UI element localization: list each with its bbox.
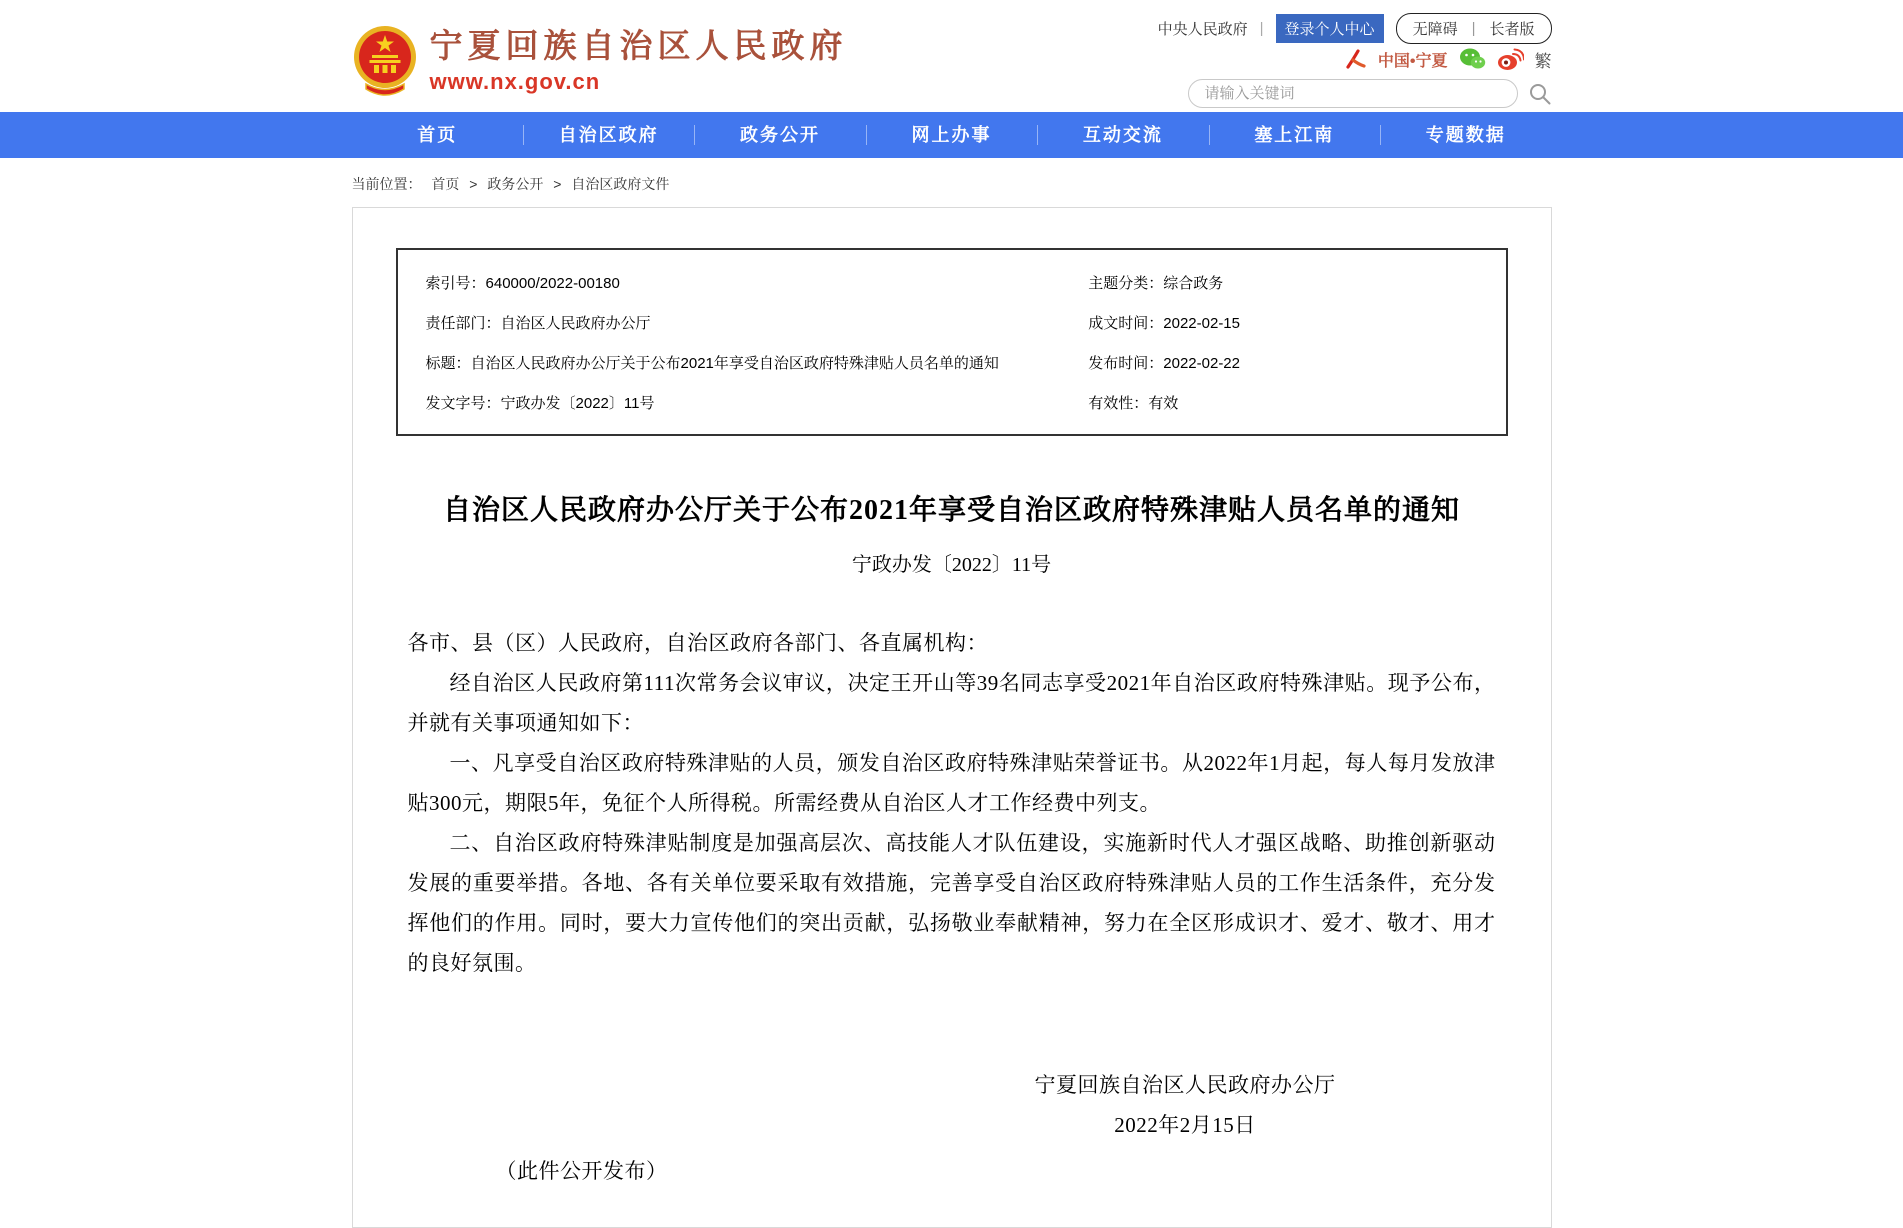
meta-doc-number-value: 宁政办发〔2022〕11号	[500, 394, 655, 412]
accessibility-button[interactable]: 无障碍	[1412, 20, 1458, 38]
nav-item-interaction[interactable]: 互动交流	[1037, 112, 1208, 158]
nav-item-government-affairs[interactable]: 政务公开	[694, 112, 865, 158]
meta-validity-label: 有效性：	[1088, 394, 1149, 412]
meta-index-value: 640000/2022-00180	[485, 274, 620, 292]
nav-item-special-data[interactable]: 专题数据	[1380, 112, 1551, 158]
table-row	[398, 262, 1506, 302]
header-divider: |	[1259, 19, 1264, 37]
main-navbar	[0, 112, 1903, 158]
site-name: 宁夏回族自治区人民政府	[429, 26, 848, 64]
signature-date: 2022年2月15日	[1114, 1113, 1256, 1137]
site-header	[352, 0, 1552, 112]
china-ningxia-logo-icon	[1343, 47, 1367, 71]
table-row	[398, 382, 1506, 422]
site-url[interactable]: www.nx.gov.cn	[429, 69, 601, 95]
body-paragraph: 经自治区人民政府第111次常务会议审议，决定王开山等39名同志享受2021年自治区政府特殊津贴。现予公布，并就有关事项通知如下：	[407, 671, 1496, 735]
body-paragraph: 一、凡享受自治区政府特殊津贴的人员，颁发自治区政府特殊津贴荣誉证书。从2022年1月起，每人每月发放津贴300元，期限5年，免征个人所得税。所需经费从自治区人才工作经费中列支。	[407, 751, 1496, 815]
meta-index-label: 索引号：	[425, 274, 486, 292]
national-emblem-icon	[352, 22, 418, 101]
table-row	[398, 302, 1506, 342]
signer-name: 宁夏回族自治区人民政府办公厅	[1034, 1073, 1336, 1097]
nav-item-home[interactable]: 首页	[417, 125, 458, 145]
meta-topic-label: 主题分类：	[1088, 274, 1164, 292]
login-personal-center-button[interactable]: 登录个人中心	[1276, 14, 1384, 43]
document-panel	[352, 207, 1552, 1228]
breadcrumb-prefix: 当前位置：	[351, 176, 422, 192]
accessibility-pill: 无障碍 | 长者版	[1396, 13, 1552, 44]
nav-item-saishang-jiangnan[interactable]: 塞上江南	[1209, 112, 1380, 158]
document-number: 宁政办发〔2022〕11号	[851, 554, 1052, 576]
wechat-icon[interactable]	[1459, 47, 1486, 71]
public-release-note: （此件公开发布）	[495, 1159, 668, 1183]
document-meta-table	[396, 248, 1508, 436]
meta-doc-number-label: 发文字号：	[425, 394, 501, 412]
china-ningxia-link[interactable]: 中国•宁夏	[1377, 52, 1448, 70]
page-title: 自治区人民政府办公厅关于公布2021年享受自治区政府特殊津贴人员名单的通知	[442, 495, 1460, 526]
breadcrumb-separator: >	[469, 176, 478, 192]
traditional-chinese-toggle[interactable]: 繁	[1534, 51, 1552, 71]
document-body	[408, 623, 1496, 1191]
meta-written-date-value: 2022-02-15	[1163, 314, 1240, 332]
meta-title-label: 标题：	[425, 354, 471, 372]
site-brand[interactable]	[352, 22, 848, 101]
meta-title-value: 自治区人民政府办公厅关于公布2021年享受自治区政府特殊津贴人员名单的通知	[470, 354, 999, 372]
search-icon[interactable]	[1528, 82, 1552, 106]
meta-publish-date-label: 发布时间：	[1088, 354, 1164, 372]
signature-block	[1035, 1065, 1336, 1145]
breadcrumb-separator: >	[553, 176, 562, 192]
weibo-icon[interactable]	[1497, 47, 1524, 71]
meta-department-label: 责任部门：	[425, 314, 501, 332]
elder-version-button[interactable]: 长者版	[1489, 20, 1535, 38]
table-row	[398, 342, 1506, 382]
breadcrumb-current: 自治区政府文件	[571, 176, 670, 192]
breadcrumb-government-affairs[interactable]: 政务公开	[487, 176, 544, 192]
search-input[interactable]	[1188, 79, 1518, 108]
meta-publish-date-value: 2022-02-22	[1163, 354, 1240, 372]
breadcrumb-home[interactable]: 首页	[431, 176, 460, 192]
nav-item-regional-government[interactable]: 自治区政府	[523, 112, 694, 158]
body-paragraph: 二、自治区政府特殊津贴制度是加强高层次、高技能人才队伍建设，实施新时代人才强区战略、助推创新驱动发展的重要举措。各地、各有关单位要采取有效措施，完善享受自治区政府特殊津贴人员的工作生活条件，充分发挥他们的作用。同时，要大力宣传他们的突出贡献，弘扬敬业奉献精神，努力在全区形成识才、爱才、敬才、用才的良好氛围。	[407, 831, 1496, 975]
meta-written-date-label: 成文时间：	[1088, 314, 1164, 332]
nav-item-online-services[interactable]: 网上办事	[866, 112, 1037, 158]
meta-department-value: 自治区人民政府办公厅	[500, 314, 651, 332]
breadcrumb	[352, 158, 1552, 207]
central-gov-link[interactable]: 中央人民政府	[1157, 20, 1248, 38]
salutation-line: 各市、县（区）人民政府，自治区政府各部门、各直属机构：	[407, 631, 988, 655]
meta-validity-value: 有效	[1148, 394, 1179, 412]
meta-topic-value: 综合政务	[1163, 274, 1224, 292]
